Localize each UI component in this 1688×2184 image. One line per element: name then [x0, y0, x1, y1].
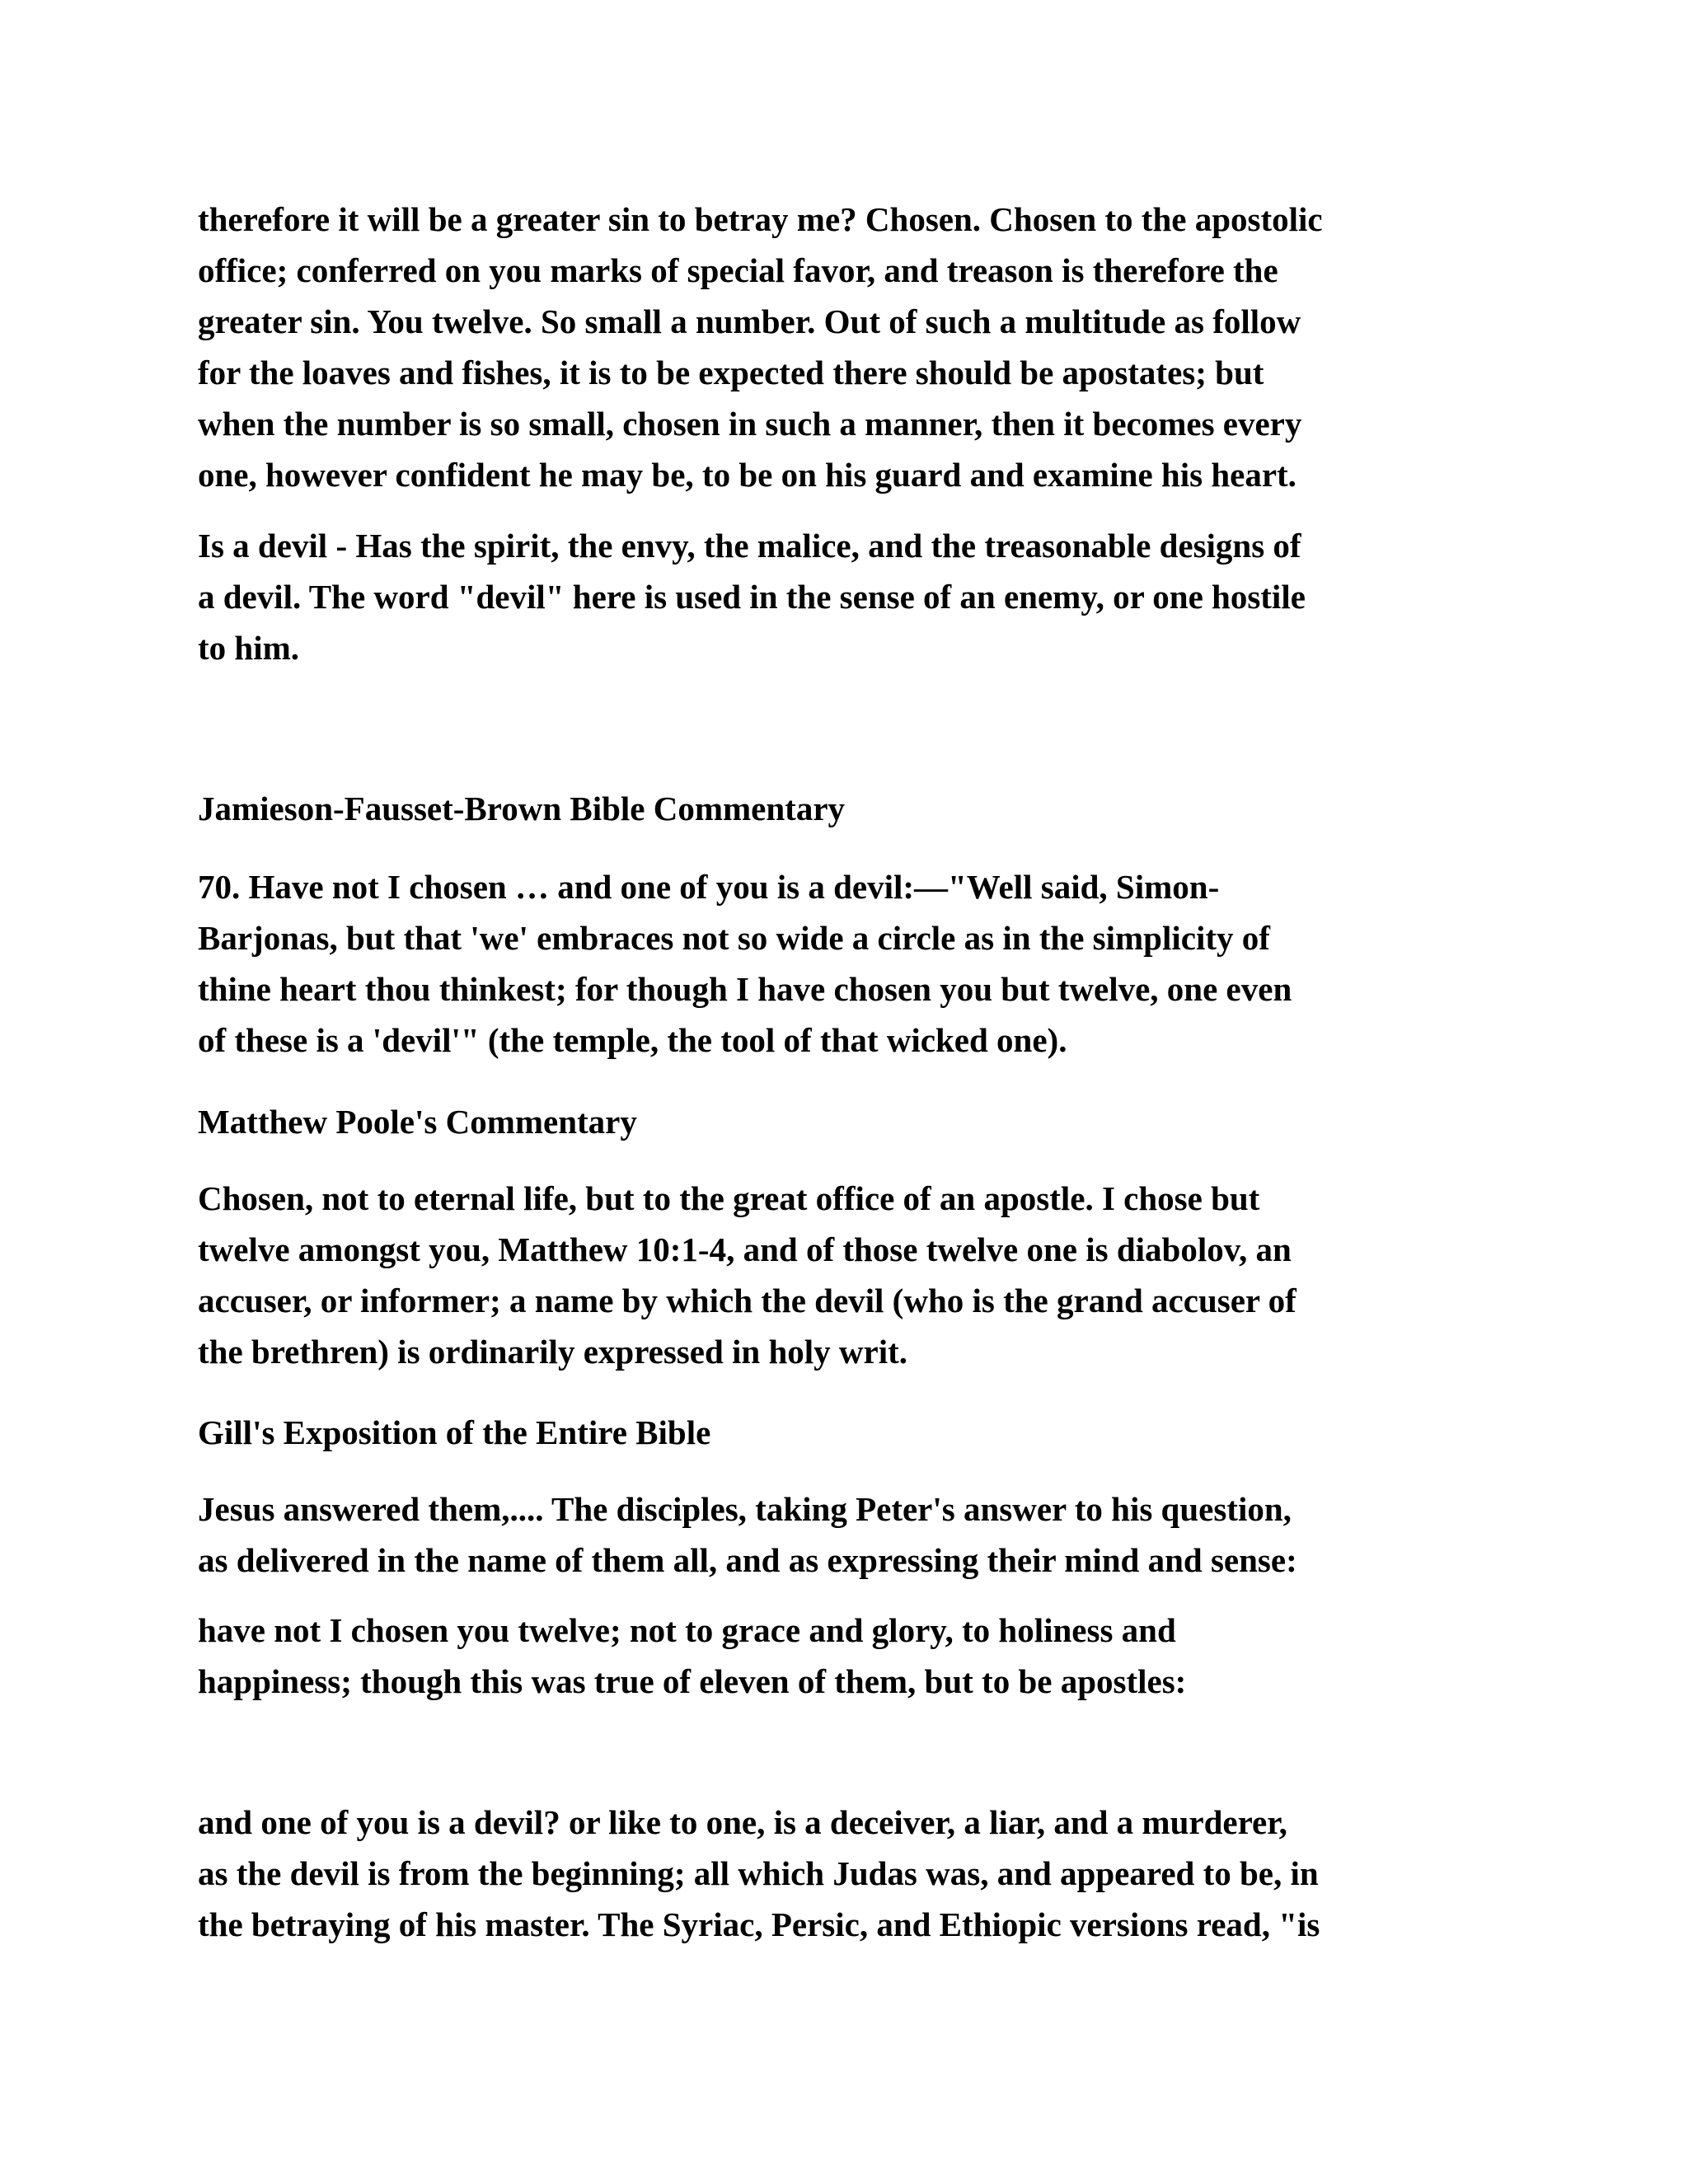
paragraph-barnes-chosen — [198, 194, 1500, 500]
text-line: a devil. The word "devil" here is used in the sense of an enemy, or one hostile — [198, 578, 1306, 616]
paragraph-gill-answered — [198, 1483, 1500, 1586]
text-line: Is a devil - Has the spirit, the envy, the malice, and the treasonable designs of — [198, 527, 1301, 565]
text-line: Chosen, not to eternal life, but to the great office of an apostle. I chose but — [198, 1179, 1260, 1217]
paragraph-jfb — [198, 861, 1500, 1066]
text-line: as the devil is from the beginning; all which Judas was, and appeared to be, in — [198, 1854, 1319, 1892]
paragraph-poole — [198, 1173, 1500, 1377]
heading-jfb: Jamieson-Fausset-Brown Bible Commentary — [198, 790, 846, 827]
paragraph-gill-chosen — [198, 1605, 1500, 1707]
text-line: one, however confident he may be, to be on his guard and examine his heart. — [198, 456, 1296, 494]
text-line: therefore it will be a greater sin to betray me? Chosen. Chosen to the apostolic — [198, 200, 1323, 238]
text-line: the betraying of his master. The Syriac, Persic, and Ethiopic versions read, "is — [198, 1905, 1320, 1943]
paragraph-gill-devil — [198, 1797, 1500, 1950]
text-line: and one of you is a devil? or like to one, is a deceiver, a liar, and a murderer, — [198, 1803, 1287, 1841]
paragraph-barnes-devil — [198, 520, 1500, 673]
text-line: Barjonas, but that 'we' embraces not so wide a circle as in the simplicity of — [198, 919, 1270, 957]
text-line: have not I chosen you twelve; not to grace and glory, to holiness and — [198, 1611, 1176, 1649]
text-line: the brethren) is ordinarily expressed in holy writ. — [198, 1333, 907, 1371]
text-line: for the loaves and fishes, it is to be expected there should be apostates; but — [198, 354, 1264, 391]
text-line: greater sin. You twelve. So small a number. Out of such a multitude as follow — [198, 302, 1301, 340]
text-line: when the number is so small, chosen in such a manner, then it becomes every — [198, 405, 1302, 443]
text-line: of these is a 'devil'" (the temple, the tool of that wicked one). — [198, 1021, 1067, 1059]
text-line: thine heart thou thinkest; for though I have chosen you but twelve, one even — [198, 970, 1292, 1008]
text-line: happiness; though this was true of eleven of them, but to be apostles: — [198, 1662, 1187, 1700]
text-line: to him. — [198, 629, 299, 667]
text-line: 70. Have not I chosen … and one of you is a devil:—"Well said, Simon- — [198, 868, 1220, 906]
heading-gill: Gill's Exposition of the Entire Bible — [198, 1413, 711, 1451]
text-line: office; conferred on you marks of special favor, and treason is therefore the — [198, 251, 1278, 289]
text-line: Jesus answered them,.... The disciples, taking Peter's answer to his question, — [198, 1490, 1292, 1528]
text-line: as delivered in the name of them all, and as expressing their mind and sense: — [198, 1541, 1297, 1579]
heading-poole: Matthew Poole's Commentary — [198, 1103, 637, 1141]
text-line: accuser, or informer; a name by which the devil (who is the grand accuser of — [198, 1282, 1296, 1319]
text-line: twelve amongst you, Matthew 10:1-4, and of those twelve one is diabolov, an — [198, 1230, 1292, 1268]
